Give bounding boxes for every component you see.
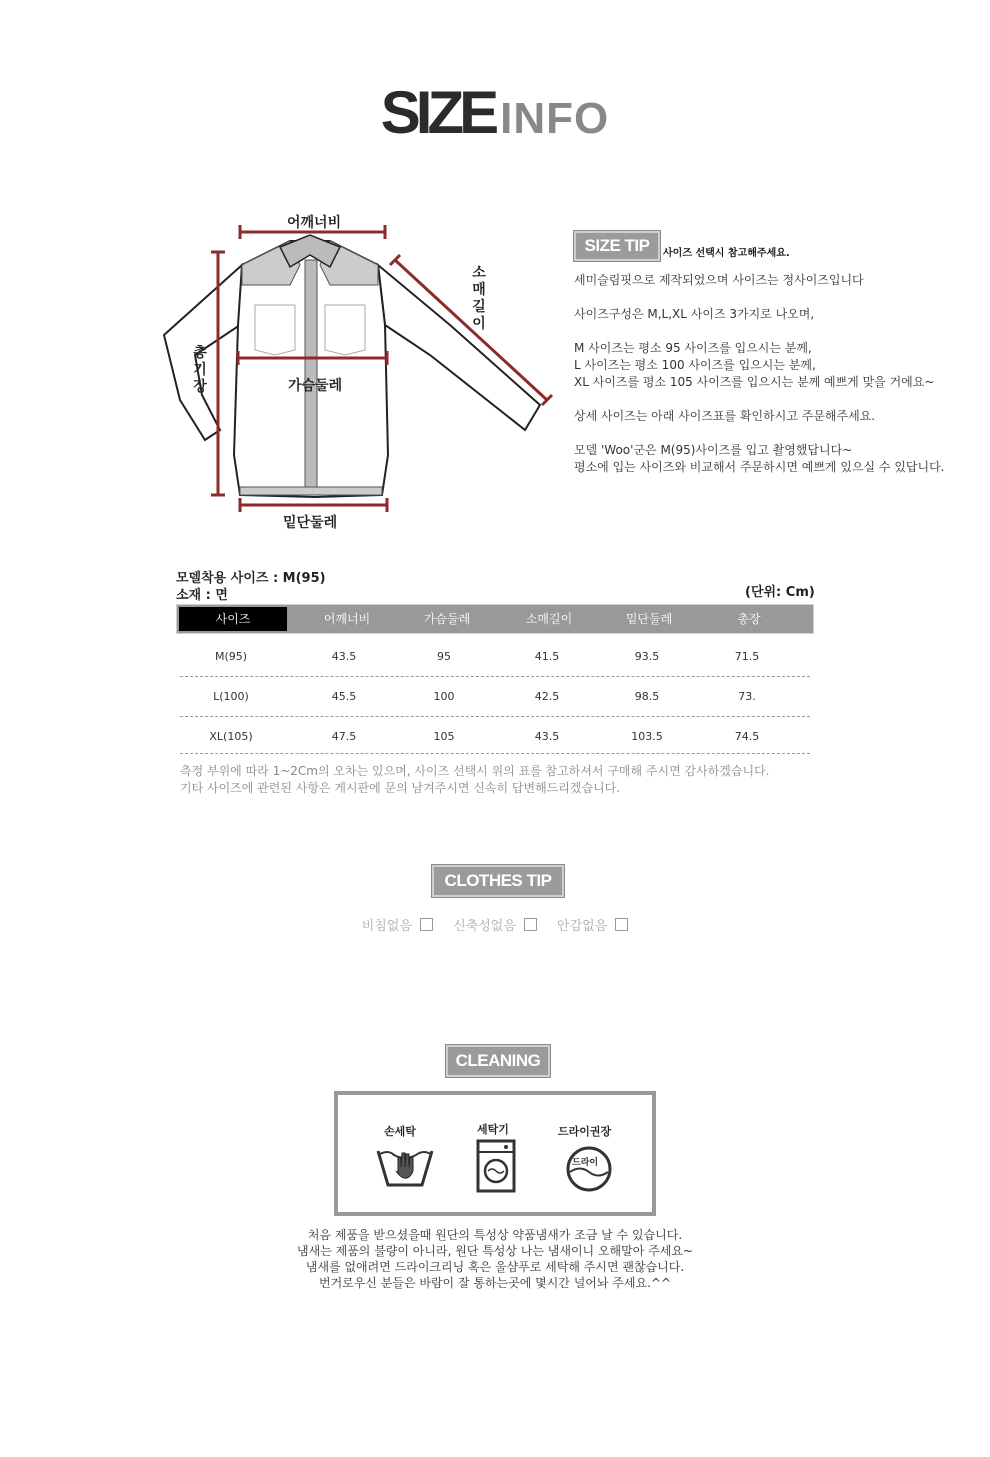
cell-shoulder: 47.5	[331, 730, 357, 743]
size-table-header	[176, 604, 814, 634]
title-main: SIZE	[380, 79, 495, 146]
title-sub: INFO	[500, 94, 610, 143]
hand-wash-label: 손세탁	[384, 1125, 416, 1138]
unit-label: (단위: Cm)	[745, 585, 815, 600]
sleeve-char: 길	[472, 299, 486, 315]
sleeve-char: 소	[472, 265, 486, 281]
measurement-notes	[180, 763, 769, 797]
size-tip-text	[574, 272, 945, 476]
washing-machine-icon	[475, 1138, 517, 1194]
cleaning-box	[334, 1091, 656, 1216]
tip-line: 사이즈구성은 M,L,XL 사이즈 3가지로 나오며,	[574, 307, 815, 321]
option-no-see-through	[362, 915, 433, 934]
option-no-stretch	[453, 915, 537, 934]
cell-total: 71.5	[734, 650, 760, 663]
cell-sleeve: 41.5	[534, 650, 560, 663]
size-tip-caption: 사이즈 선택시 참고해주세요.	[663, 248, 790, 259]
header-sleeve: 소매길이	[525, 612, 573, 626]
hand-wash-icon	[374, 1145, 436, 1193]
option-label: 안감없음	[557, 919, 608, 934]
note-line: 측정 부위에 따라 1~2Cm의 오차는 있으며, 사이즈 선택시 위의 표를 참고하셔서 구매해 주시면 감사하겠습니다.	[180, 764, 770, 778]
tip-line	[574, 323, 945, 340]
chest-label: 가슴둘레	[288, 378, 343, 394]
hem-label: 밑단둘레	[283, 515, 338, 531]
checkbox-icon	[615, 918, 628, 931]
header-hem: 밑단둘레	[625, 612, 673, 626]
header-shoulder: 어깨너비	[323, 612, 371, 626]
cell-chest: 105	[433, 730, 455, 743]
sleeve-char: 매	[472, 282, 486, 298]
cell-sleeve: 42.5	[534, 690, 560, 703]
cell-shoulder: 45.5	[331, 690, 357, 703]
cell-chest: 95	[437, 650, 451, 663]
care-line: 냄새를 없애려면 드라이크리닝 혹은 울샴푸로 세탁해 주시면 괜찮습니다.	[305, 1260, 685, 1274]
cell-sleeve: 43.5	[534, 730, 560, 743]
option-label: 비침없음	[361, 919, 412, 934]
shirt-diagram	[150, 205, 560, 535]
table-row	[180, 716, 810, 754]
option-label: 신축성없음	[453, 919, 516, 934]
cell-chest: 100	[433, 690, 455, 703]
cell-hem: 98.5	[634, 690, 660, 703]
table-row	[180, 676, 810, 717]
total-char: 장	[193, 379, 207, 395]
cell-size: L(100)	[213, 690, 249, 703]
tip-line: XL 사이즈를 평소 105 사이즈를 입으시는 분께 예쁘게 맞을 거에요~	[574, 375, 935, 389]
cell-total: 73.	[738, 690, 756, 703]
tip-line	[574, 289, 945, 306]
total-length-label	[192, 345, 208, 396]
shoulder-width-label: 어깨너비	[287, 215, 342, 231]
sleeve-length-label	[471, 265, 487, 333]
care-line: 냄새는 제품의 불량이 아니라, 원단 특성상 나는 냄새이니 오해말아 주세요~	[297, 1244, 693, 1258]
tip-line: 세미슬림핏으로 제작되었으며 사이즈는 정사이즈입니다	[574, 273, 864, 287]
tip-line: M 사이즈는 평소 95 사이즈를 입으시는 분께,	[574, 341, 812, 355]
tip-line: L 사이즈는 평소 100 사이즈를 입으시는 분께,	[574, 358, 816, 372]
dry-clean-label: 드라이권장	[558, 1125, 612, 1138]
tip-line: 모델 'Woo'군은 M(95)사이즈를 입고 촬영했답니다~	[574, 443, 853, 457]
table-row	[180, 636, 810, 677]
clothes-tip-badge: CLOTHES TIP	[432, 865, 564, 897]
clothes-options	[0, 915, 990, 934]
tip-line	[574, 425, 945, 442]
total-char: 기	[193, 362, 207, 378]
size-tip-badge: SIZE TIP	[574, 231, 660, 261]
note-line: 기타 사이즈에 관련된 사항은 게시판에 문의 남겨주시면 신속히 답변해드리겠습니다.	[180, 781, 621, 795]
header-size: 사이즈	[179, 607, 287, 631]
tip-line	[574, 391, 945, 408]
care-line: 처음 제품을 받으셨을때 원단의 특성상 약품냄새가 조금 날 수 있습니다.	[307, 1228, 683, 1242]
cleaning-badge: CLEANING	[446, 1045, 550, 1077]
header-total: 총장	[737, 612, 761, 626]
option-no-lining	[557, 915, 628, 934]
page-title	[0, 78, 990, 147]
cell-hem: 93.5	[634, 650, 660, 663]
cell-hem: 103.5	[631, 730, 663, 743]
model-size: 모델착용 사이즈 : M(95)	[176, 571, 326, 586]
washing-machine-label: 세탁기	[477, 1123, 509, 1136]
material: 소재 : 면	[176, 588, 228, 603]
header-chest: 가슴둘레	[423, 612, 471, 626]
total-char: 총	[193, 345, 207, 361]
right-sleeve	[378, 265, 540, 430]
tip-line: 평소에 입는 사이즈와 비교해서 주문하시면 예쁘게 있으실 수 있답니다.	[574, 460, 945, 474]
cell-size: M(95)	[214, 650, 248, 663]
dry-clean-icon-text: 드라이	[572, 1158, 599, 1168]
tip-line: 상세 사이즈는 아래 사이즈표를 확인하시고 주문해주세요.	[574, 409, 876, 423]
dry-clean-icon	[562, 1145, 616, 1193]
checkbox-icon	[420, 918, 433, 931]
cell-shoulder: 43.5	[331, 650, 357, 663]
care-line: 번거로우신 분들은 바람이 잘 통하는곳에 몇시간 널어놔 주세요.^^	[318, 1276, 672, 1290]
sleeve-char: 이	[472, 316, 486, 332]
cell-size: XL(105)	[209, 730, 253, 743]
care-notes	[0, 1227, 990, 1291]
cell-total: 74.5	[734, 730, 760, 743]
checkbox-icon	[524, 918, 537, 931]
